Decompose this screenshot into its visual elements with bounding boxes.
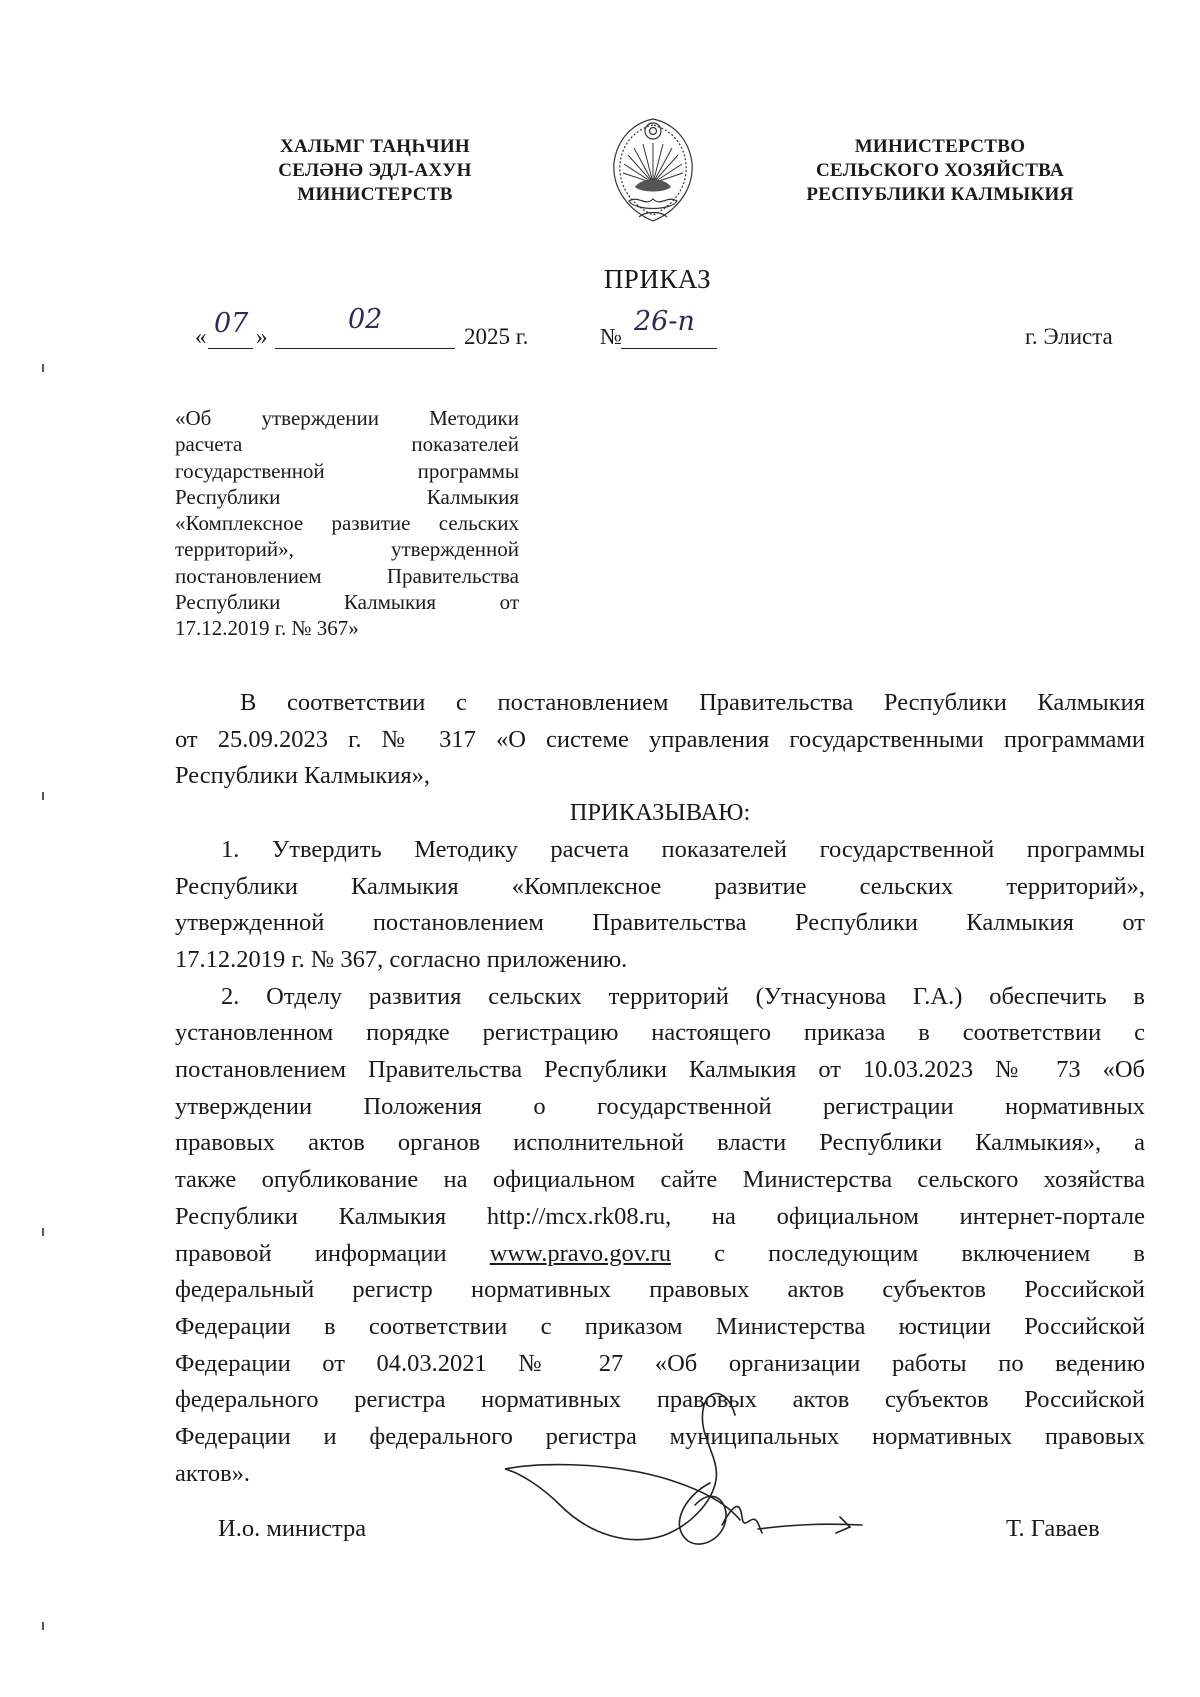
preamble-line: В соответствии с постановлением Правительства Республики Калмыкия: [240, 689, 1145, 716]
scan-mark: [42, 364, 44, 372]
item2-line: постановлением Правительства Республики Калмыкия от 10.03.2023 № 73 «Об: [175, 1056, 1145, 1084]
link-line-before: правовой информации: [175, 1239, 447, 1267]
header-left-line: ХАЛЬМГ ТАҢҺЧИН: [279, 136, 471, 157]
scan-mark: [42, 1228, 44, 1236]
link-line-after: с последующим включением в: [714, 1239, 1145, 1267]
order-word: ПРИКАЗЫВАЮ:: [569, 799, 751, 827]
item1-line: 1. Утвердить Методику расчета показателей государственной программы: [221, 835, 1145, 863]
subject-line: 17.12.2019 г. № 367»: [175, 616, 359, 641]
city: г. Элиста: [1025, 324, 1113, 349]
item2-line: правовых актов органов исполнительной власти Республики Калмыкия», а: [175, 1129, 1145, 1157]
order-body: [175, 685, 1145, 1492]
header-left-line: СЕЛӘНӘ ЭДЛ-АХУН: [278, 160, 472, 181]
header-right-line: РЕСПУБЛИКИ КАЛМЫКИЯ: [806, 184, 1074, 205]
handwritten-signature: [490, 1385, 870, 1555]
signatory-role: И.о. министра: [218, 1515, 367, 1542]
subject-line: «Об утверждении Методики: [175, 406, 519, 430]
pravo-gov-link[interactable]: www.pravo.gov.ru: [489, 1239, 671, 1267]
item2-line: Республики Калмыкия http://mcx.rk08.ru, на официальном интернет-портале: [175, 1202, 1145, 1230]
subject-line: территорий», утвержденной: [175, 537, 519, 562]
subject-line: постановлением Правительства: [175, 563, 519, 588]
order-subject: [175, 405, 519, 642]
header-right-line: МИНИСТЕРСТВО: [854, 136, 1026, 157]
number-label: №: [600, 324, 622, 349]
subject-line: Республики Калмыкия: [175, 484, 519, 509]
ministry-name-kalmyk: [255, 135, 495, 207]
signatory-name: Т. Гаваев: [1006, 1515, 1100, 1542]
date-year: 2025 г.: [464, 324, 529, 349]
item2-line: Федерации и федерального регистра муниципальных нормативных правовых: [175, 1423, 1145, 1451]
item1-line: утвержденной постановлением Правительства Республики Калмыкия от: [175, 909, 1145, 937]
ministry-name-russian: [790, 135, 1090, 207]
date-month: 02: [348, 304, 383, 335]
item2-line: Федерации от 04.03.2021 № 27 «Об организации работы по ведению: [175, 1349, 1145, 1377]
date-close-quote: »: [256, 324, 268, 349]
item2-line: актов».: [175, 1459, 251, 1487]
date-number-row: [0, 304, 1200, 358]
item2-line: федерального регистра нормативных правовых актов субъектов Российской: [175, 1386, 1145, 1414]
date-open-quote: «: [195, 324, 207, 349]
item2-line: федеральный регистр нормативных правовых актов субъектов Российской: [175, 1276, 1145, 1304]
item2-link-line: [175, 1236, 1145, 1273]
subject-line: Республики Калмыкия от: [175, 590, 519, 615]
header-right-line: СЕЛЬСКОГО ХОЗЯЙСТВА: [816, 160, 1064, 181]
document-title: ПРИКАЗ: [603, 264, 712, 294]
subject-line: государственной программы: [175, 458, 519, 483]
subject-line: расчета показателей: [175, 432, 519, 457]
item2-line: Федерации в соответствии с приказом Министерства юстиции Российской: [175, 1312, 1145, 1340]
item2-line: 2. Отделу развития сельских территорий (Утнасунова Г.А.) обеспечить в: [221, 982, 1145, 1010]
scan-mark: [42, 792, 44, 800]
item1-line: Республики Калмыкия «Комплексное развитие сельских территорий»,: [175, 872, 1145, 900]
coat-of-arms-icon: [605, 113, 702, 229]
preamble-line: Республики Калмыкия»,: [175, 762, 430, 790]
subject-line: «Комплексное развитие сельских: [175, 511, 519, 536]
item2-line: также опубликование на официальном сайте Министерства сельского хозяйства: [175, 1166, 1145, 1194]
preamble-line: от 25.09.2023 г. № 317 «О системе управления государственными программами: [175, 725, 1145, 753]
date-day: 07: [214, 308, 249, 339]
order-number: 26-п: [634, 306, 695, 337]
item2-line: установленном порядке регистрацию настоящего приказа в соответствии с: [175, 1019, 1145, 1047]
item1-line: 17.12.2019 г. № 367, согласно приложению.: [175, 945, 628, 973]
scan-mark: [42, 1622, 44, 1630]
header-left-line: МИНИСТЕРСТВ: [297, 184, 453, 205]
item2-line: утверждении Положения о государственной регистрации нормативных: [175, 1092, 1145, 1120]
